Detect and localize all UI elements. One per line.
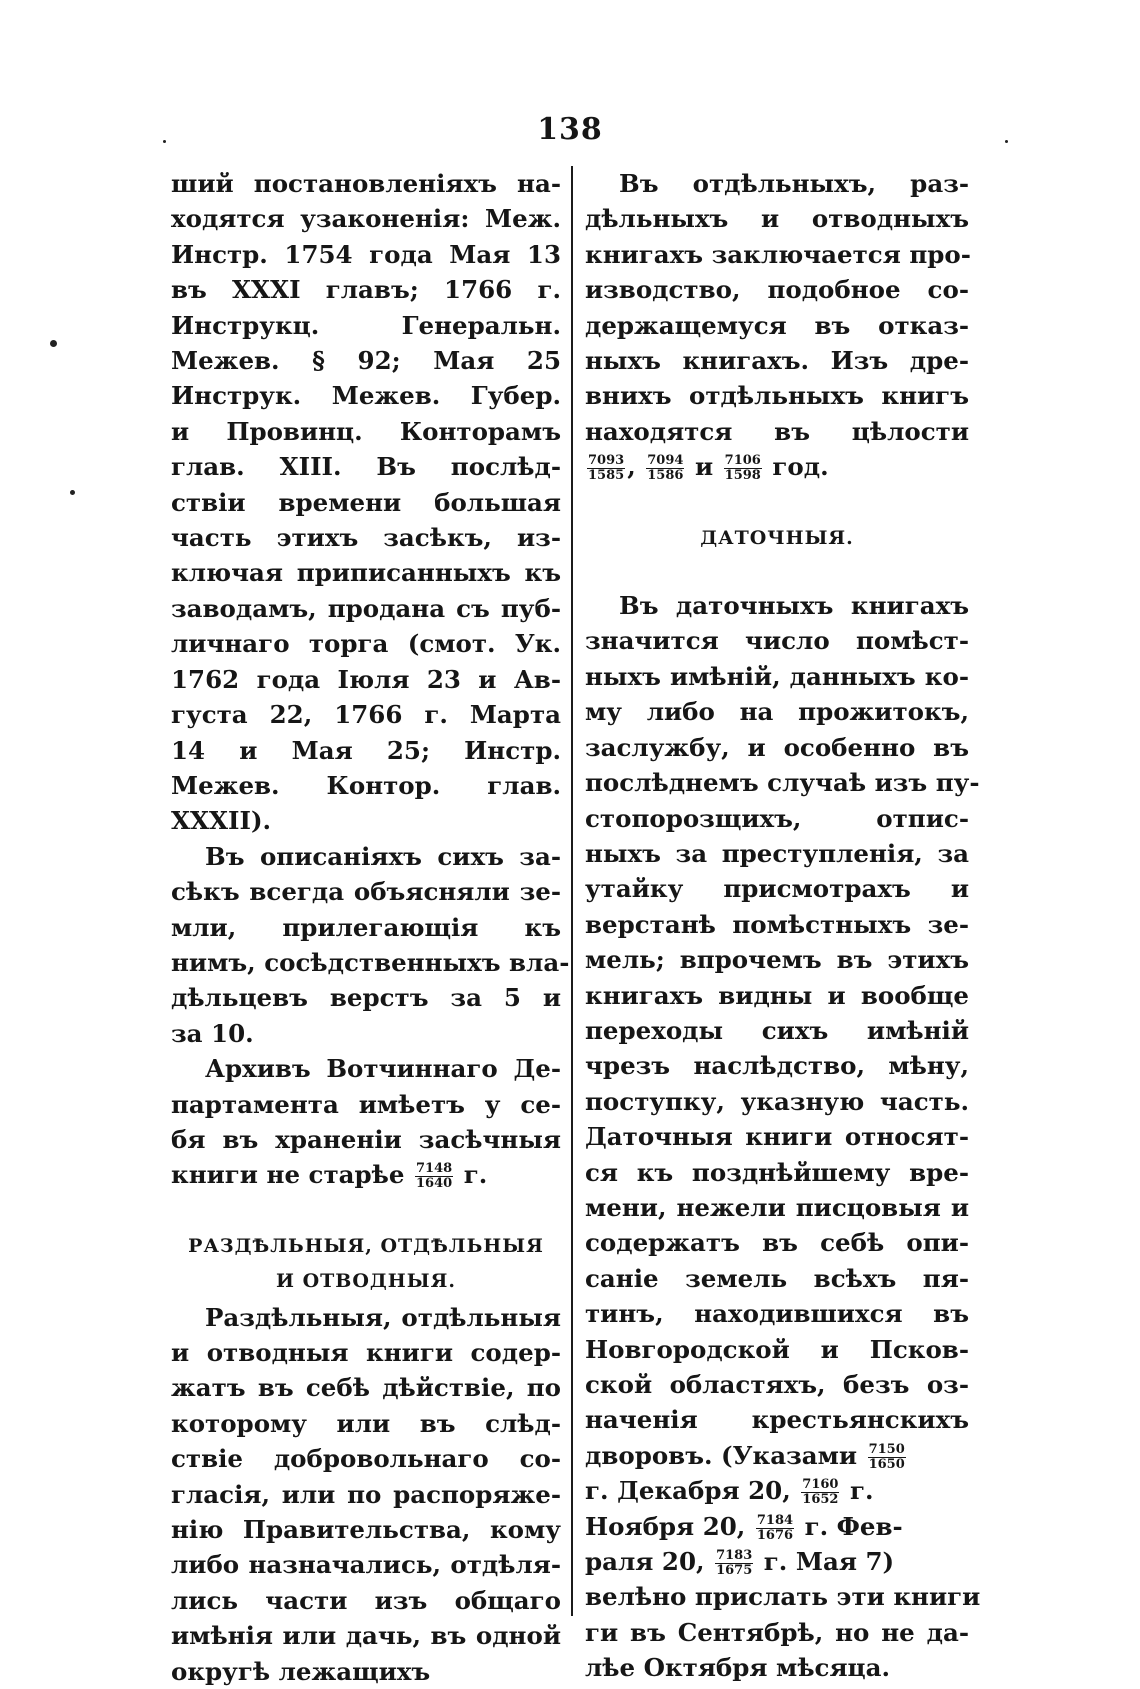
text-fragment: поступку, указную часть. — [585, 1086, 969, 1116]
scan-speck — [50, 340, 57, 347]
fraction-numerator: 7093 — [588, 453, 625, 469]
text-line — [171, 1335, 561, 1370]
section-heading — [171, 1264, 561, 1299]
text-line — [171, 945, 570, 980]
scan-speck — [1005, 140, 1008, 143]
text-fragment: Въ описаніяхъ сихъ за- — [205, 841, 561, 871]
text-line — [171, 1654, 561, 1689]
text-fragment: 14 и Мая 25; Инстр. — [171, 735, 561, 765]
text-fragment: г. — [455, 1160, 488, 1190]
text-line — [171, 1618, 561, 1653]
text-line — [171, 1512, 561, 1547]
fraction-denominator: 1586 — [647, 468, 684, 484]
text-line — [585, 201, 969, 236]
text-fragment: заслужбу, и особенно въ — [585, 732, 969, 762]
text-line — [171, 520, 561, 555]
fraction-date — [715, 1549, 753, 1578]
section-heading — [171, 1229, 561, 1264]
text-fragment: ДАТОЧНЫЯ. — [700, 526, 854, 549]
text-line — [585, 659, 969, 694]
text-line — [171, 237, 561, 272]
section-gap — [585, 556, 969, 588]
fraction-denominator: 1598 — [724, 468, 761, 484]
text-line — [585, 1013, 969, 1048]
text-fragment: год. — [763, 452, 829, 482]
text-fragment: изводство, подобное со- — [585, 275, 969, 305]
text-line — [585, 1473, 969, 1508]
text-fragment: сѣкъ всегда объясняли зе- — [171, 877, 561, 907]
text-fragment: Межев. Контор. глав. — [171, 770, 561, 800]
fraction-date — [724, 454, 762, 483]
text-line — [171, 980, 561, 1015]
text-fragment: и Провинц. Конторамъ — [171, 416, 561, 446]
text-fragment: Межев. § 92; Мая 25 — [171, 346, 561, 376]
text-fragment: чрезъ наслѣдство, мѣну, — [585, 1051, 969, 1081]
text-line — [585, 166, 969, 201]
text-line — [585, 1367, 969, 1402]
text-line — [171, 697, 561, 732]
text-fragment: г. Декабря 20, — [585, 1476, 791, 1506]
text-fragment: переходы сихъ имѣній — [585, 1015, 969, 1045]
text-fragment: Даточныя книги относят- — [585, 1122, 969, 1152]
text-line — [171, 803, 561, 838]
text-fragment: Въ отдѣльныхъ, раз- — [619, 169, 969, 198]
text-fragment: Инстр. 1754 года Мая 13 — [171, 239, 561, 269]
fraction-date — [587, 454, 625, 483]
text-fragment: велѣно прислать эти книги — [585, 1582, 981, 1612]
text-line — [585, 1119, 969, 1154]
fraction-numerator: 7106 — [724, 453, 761, 469]
text-fragment: въ XXXI главъ; 1766 г. — [171, 275, 561, 305]
fraction-date — [868, 1443, 906, 1472]
text-line — [171, 1300, 561, 1335]
text-line — [585, 237, 969, 272]
text-fragment: 1762 года Іюля 23 и Ав- — [171, 664, 561, 694]
text-line — [585, 765, 980, 800]
text-fragment: г. — [841, 1476, 874, 1506]
text-fragment: мли, прилегающія къ — [171, 912, 561, 942]
text-fragment: внихъ отдѣльныхъ книгъ — [585, 381, 969, 411]
text-fragment: саніе земель всѣхъ пя- — [585, 1263, 969, 1293]
text-fragment: нимъ, сосѣдственныхъ вла- — [171, 947, 570, 977]
text-fragment: ший постановленіяхъ на- — [171, 169, 561, 198]
text-line — [585, 694, 969, 729]
text-line — [171, 768, 561, 803]
text-fragment: либо назначались, отдѣля- — [171, 1550, 561, 1580]
text-line — [585, 1579, 981, 1614]
text-line — [171, 1583, 561, 1618]
text-line — [585, 308, 969, 343]
text-line — [585, 1544, 969, 1579]
fraction-date — [646, 454, 684, 483]
text-line — [585, 871, 969, 906]
text-line — [171, 910, 561, 945]
text-fragment: имѣнія или дачь, въ одной — [171, 1621, 561, 1651]
text-fragment: ствіи времени большая — [171, 487, 561, 517]
section-gap — [585, 485, 969, 521]
section-heading — [585, 521, 969, 556]
page-number: 138 — [537, 112, 603, 147]
text-fragment: ся къ позднѣйшему вре- — [585, 1157, 969, 1187]
text-fragment: му либо на прожитокъ, — [585, 697, 969, 727]
text-line — [171, 1016, 561, 1051]
text-line — [171, 1370, 561, 1405]
text-fragment: держащемуся въ отказ- — [585, 310, 969, 340]
text-fragment: дворовъ. (Указами — [585, 1440, 858, 1470]
text-line — [171, 1547, 561, 1582]
text-line — [171, 414, 561, 449]
text-line — [585, 1332, 969, 1367]
text-line — [171, 662, 561, 697]
text-line — [171, 591, 561, 626]
text-fragment: Инструкц. Генеральн. — [171, 310, 561, 340]
fraction-denominator: 1652 — [802, 1492, 839, 1508]
text-fragment: содержатъ въ себѣ опи- — [585, 1228, 969, 1258]
fraction-numerator: 7094 — [647, 453, 684, 469]
text-line — [585, 1155, 969, 1190]
text-line — [171, 485, 561, 520]
text-fragment: ги въ Сентябрѣ, но не да- — [585, 1617, 969, 1647]
text-line — [585, 1402, 969, 1437]
text-fragment: XXXII). — [171, 806, 272, 836]
text-line — [585, 1509, 969, 1544]
text-fragment: утайку присмотрахъ и — [585, 874, 969, 904]
text-line — [585, 1438, 969, 1473]
text-line — [171, 308, 561, 343]
fraction-numerator: 7148 — [416, 1161, 453, 1177]
text-fragment: жатъ въ себѣ дѣйствіе, по — [171, 1373, 561, 1403]
text-line — [171, 449, 561, 484]
text-line — [171, 201, 561, 236]
text-line — [585, 942, 969, 977]
text-fragment: бя въ храненіи засѣчныя — [171, 1124, 561, 1154]
text-line — [585, 907, 969, 942]
text-line — [585, 1296, 969, 1331]
text-fragment: , — [627, 452, 645, 482]
text-fragment: ныхъ за преступленія, за — [585, 838, 969, 868]
text-fragment: дѣльныхъ и отводныхъ — [585, 204, 969, 234]
text-line — [585, 1615, 969, 1650]
text-line — [585, 1048, 969, 1083]
text-line — [585, 1084, 969, 1119]
text-line — [585, 1261, 969, 1296]
text-line — [585, 1650, 969, 1685]
text-line — [585, 801, 969, 836]
text-fragment: ныхъ книгахъ. Изъ дре- — [585, 346, 969, 376]
text-fragment: лѣе Октября мѣсяца. — [585, 1653, 891, 1683]
section-gap — [171, 1193, 561, 1229]
text-fragment: глав. XIII. Въ послѣд- — [171, 452, 561, 482]
text-fragment: значится число помѣст- — [585, 626, 969, 656]
text-fragment: ныхъ имѣній, данныхъ ко- — [585, 661, 969, 691]
text-fragment: заводамъ, продана съ пуб- — [171, 593, 561, 623]
text-line — [585, 1190, 969, 1225]
fraction-denominator: 1650 — [868, 1456, 905, 1472]
fraction-numerator: 7183 — [716, 1548, 753, 1564]
text-fragment: ключая приписанныхъ къ — [171, 558, 561, 588]
text-line — [585, 623, 969, 658]
text-line — [171, 626, 561, 661]
text-fragment: тинъ, находившихся въ — [585, 1299, 969, 1329]
text-line — [171, 1087, 561, 1122]
fraction-numerator: 7160 — [802, 1477, 839, 1493]
text-line — [585, 588, 969, 623]
text-fragment: и отводныя книги содер- — [171, 1338, 561, 1367]
text-fragment: Архивъ Вотчиннаго Де- — [205, 1054, 561, 1084]
text-fragment: партамента имѣетъ у се- — [171, 1089, 561, 1119]
text-line — [585, 378, 969, 413]
text-fragment: наченія крестьянскихъ — [585, 1405, 969, 1435]
scan-speck — [163, 140, 166, 143]
text-line — [171, 1406, 561, 1441]
text-fragment: книгахъ видны и вообще — [585, 980, 969, 1010]
text-fragment: лись части изъ общаго — [171, 1585, 561, 1615]
text-line — [171, 343, 561, 378]
text-fragment: книгахъ заключается про- — [585, 239, 971, 269]
text-line — [171, 166, 561, 201]
text-line — [585, 272, 969, 307]
text-fragment: часть этихъ засѣкъ, из- — [171, 523, 561, 553]
right-column — [585, 166, 981, 1686]
text-line — [171, 1051, 561, 1086]
text-fragment: округѣ лежащихъ — [171, 1656, 431, 1686]
scan-speck — [70, 490, 75, 495]
text-fragment: г. Фев- — [796, 1511, 903, 1541]
text-line — [171, 378, 561, 413]
text-fragment: личнаго торга (смот. Ук. — [171, 629, 561, 659]
text-line — [171, 839, 561, 874]
text-line — [585, 449, 969, 484]
fraction-date — [756, 1514, 794, 1543]
text-line — [171, 555, 561, 590]
fraction-numerator: 7150 — [868, 1441, 905, 1457]
text-fragment: послѣднемъ случаѣ изъ пу- — [585, 768, 980, 798]
text-line — [171, 272, 561, 307]
text-fragment: ходятся узаконенія: Меж. — [171, 204, 561, 234]
fraction-denominator: 1676 — [756, 1527, 794, 1543]
column-divider — [571, 166, 573, 1616]
text-line — [171, 733, 561, 768]
text-fragment: мель; впрочемъ въ этихъ — [585, 945, 969, 975]
text-line — [585, 1225, 969, 1260]
left-column — [171, 166, 570, 1689]
text-line — [171, 874, 561, 909]
text-fragment: мени, нежели писцовыя и — [585, 1192, 969, 1222]
fraction-denominator: 1640 — [416, 1176, 453, 1192]
text-fragment: Раздѣльныя, отдѣльныя — [205, 1302, 561, 1332]
text-fragment: находятся въ цѣлости — [585, 416, 969, 446]
fraction-denominator: 1585 — [588, 468, 625, 484]
fraction-date — [415, 1162, 453, 1191]
text-fragment: нію Правительства, кому — [171, 1515, 561, 1545]
text-fragment: Въ даточныхъ книгахъ — [619, 591, 969, 621]
text-fragment: дѣльцевъ верстъ за 5 и — [171, 983, 561, 1013]
text-fragment: Новгородской и Псков- — [585, 1334, 969, 1364]
text-fragment: раля 20, — [585, 1547, 705, 1577]
text-fragment: РАЗДѢЛЬНЫЯ, ОТДѢЛЬНЫЯ — [188, 1234, 544, 1257]
text-line — [585, 343, 969, 378]
text-line — [171, 1157, 561, 1192]
text-fragment: ствіе добровольнаго со- — [171, 1444, 561, 1474]
text-fragment: Инструк. Межев. Губер. — [171, 381, 561, 411]
text-fragment: Ноября 20, — [585, 1511, 746, 1541]
text-fragment: гласія, или по распоряже- — [171, 1479, 561, 1509]
text-line — [171, 1441, 561, 1476]
text-fragment: книги не старѣе — [171, 1160, 405, 1190]
text-fragment: г. Мая 7) — [755, 1547, 895, 1577]
fraction-date — [801, 1478, 839, 1507]
text-fragment: ской областяхъ, безъ оз- — [585, 1370, 969, 1399]
text-fragment: густа 22, 1766 г. Марта — [171, 700, 561, 730]
text-fragment: которому или въ слѣд- — [171, 1408, 561, 1438]
text-line — [585, 414, 969, 449]
text-fragment: И ОТВОДНЫЯ. — [276, 1270, 456, 1293]
text-fragment: за 10. — [171, 1018, 254, 1048]
text-fragment: и — [686, 452, 722, 482]
text-line — [585, 730, 969, 765]
text-line — [171, 1122, 561, 1157]
text-line — [171, 1477, 561, 1512]
text-fragment: верстанѣ помѣстныхъ зе- — [585, 909, 969, 939]
fraction-numerator: 7184 — [756, 1512, 794, 1528]
text-line — [585, 836, 969, 871]
text-fragment: стопорозщихъ, отпис- — [585, 803, 969, 833]
fraction-denominator: 1675 — [716, 1563, 753, 1579]
text-line — [585, 978, 969, 1013]
